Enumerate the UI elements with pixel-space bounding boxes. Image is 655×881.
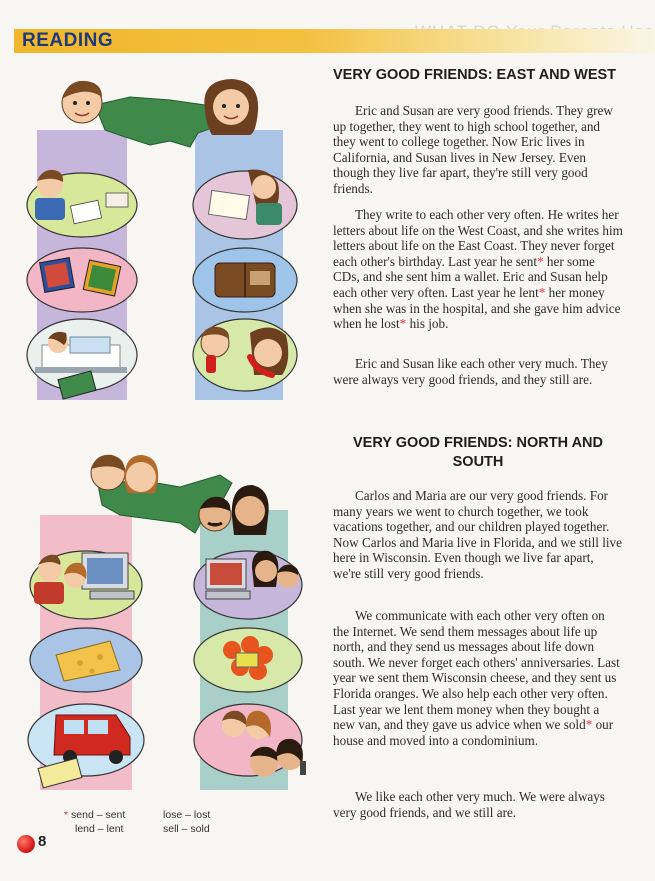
illustration-east-west	[20, 75, 320, 405]
story1-paragraph-2-part-d: his job.	[406, 316, 449, 332]
illustration-north-south	[20, 445, 320, 795]
vocab-send	[64, 808, 125, 822]
vocab-sell: sell – sold	[163, 823, 210, 835]
story2-paragraph-2-part-b: our house and moved into a condominium.	[333, 717, 614, 748]
vocab-lend	[64, 822, 125, 836]
story2-paragraph-2-part-a: We communicate with each other very often on the Internet. We send them messages about life up north, and they send us messages about life down south. We never forget each others' anniversaries. Last year we sent them Wisconsin cheese, and they sent us Florida oranges. We also help each other very often. Last year we lent them money when they bought a new van, and they gave us advice when we sold	[333, 608, 620, 733]
vocab-footnote-left	[64, 808, 125, 836]
story1-paragraph-1: Eric and Susan are very good friends. They grew up together, they went to high school together, and they went to college together. Now Eric lives in California, and Susan lives in New Jersey. Even though they live far apart, they're still very good friends.	[333, 103, 613, 196]
vocab-send-text: send – sent	[71, 809, 126, 821]
glossary-star-lost: *	[399, 316, 407, 332]
glossary-star-sold: *	[585, 717, 593, 733]
story1-paragraph-2	[333, 207, 623, 332]
page-number-dot-icon	[17, 835, 35, 853]
story2-paragraph-1: Carlos and Maria are our very good friends. For many years we went to church together, we took vacations together, and our children played together. Now Carlos and Maria live in Florida, and we still live here in Wisconsin. Even though we live far apart, we're still very good friends.	[333, 488, 622, 581]
story1-paragraph-2-part-a: They write to each other very often. He writes her letters about life on the West Coast, and she writes him letters about life on the East Coast. They never forget each other's birthday. Last year he sent	[333, 207, 623, 269]
section-label: READING	[22, 30, 114, 51]
story1-paragraph-3: Eric and Susan like each other very much. They were always very good friends, and they still are.	[333, 356, 608, 387]
section-banner	[14, 29, 655, 53]
story-title-north-south: VERY GOOD FRIENDS: NORTH AND SOUTH	[352, 435, 603, 470]
vocab-lose: lose – lost	[163, 809, 211, 821]
vocab-star: *	[64, 809, 69, 821]
glossary-star-lent: *	[538, 284, 546, 300]
story1-paragraph-2-part-b: her some CDs, and she sent him a wallet. Eric and Susan help each other very often. Last year he lent	[333, 253, 608, 300]
story2-paragraph-3: We like each other very much. We were always very good friends, and we still are.	[333, 789, 605, 820]
susan-portrait-icon	[204, 79, 258, 135]
eric-portrait-icon	[62, 81, 102, 123]
story1-paragraph-2-part-c: her money when she was in the hospital, and she gave him advice when he lost	[333, 284, 621, 332]
story-title-east-west: VERY GOOD FRIENDS: EAST AND WEST	[333, 67, 617, 83]
vocab-lend-text: lend – lent	[75, 823, 124, 835]
glossary-star-sent: *	[537, 253, 544, 269]
page-number: 8	[38, 833, 47, 850]
wallet-icon	[215, 263, 275, 297]
story2-paragraph-2	[333, 608, 623, 748]
vocab-footnote-right	[163, 808, 210, 836]
